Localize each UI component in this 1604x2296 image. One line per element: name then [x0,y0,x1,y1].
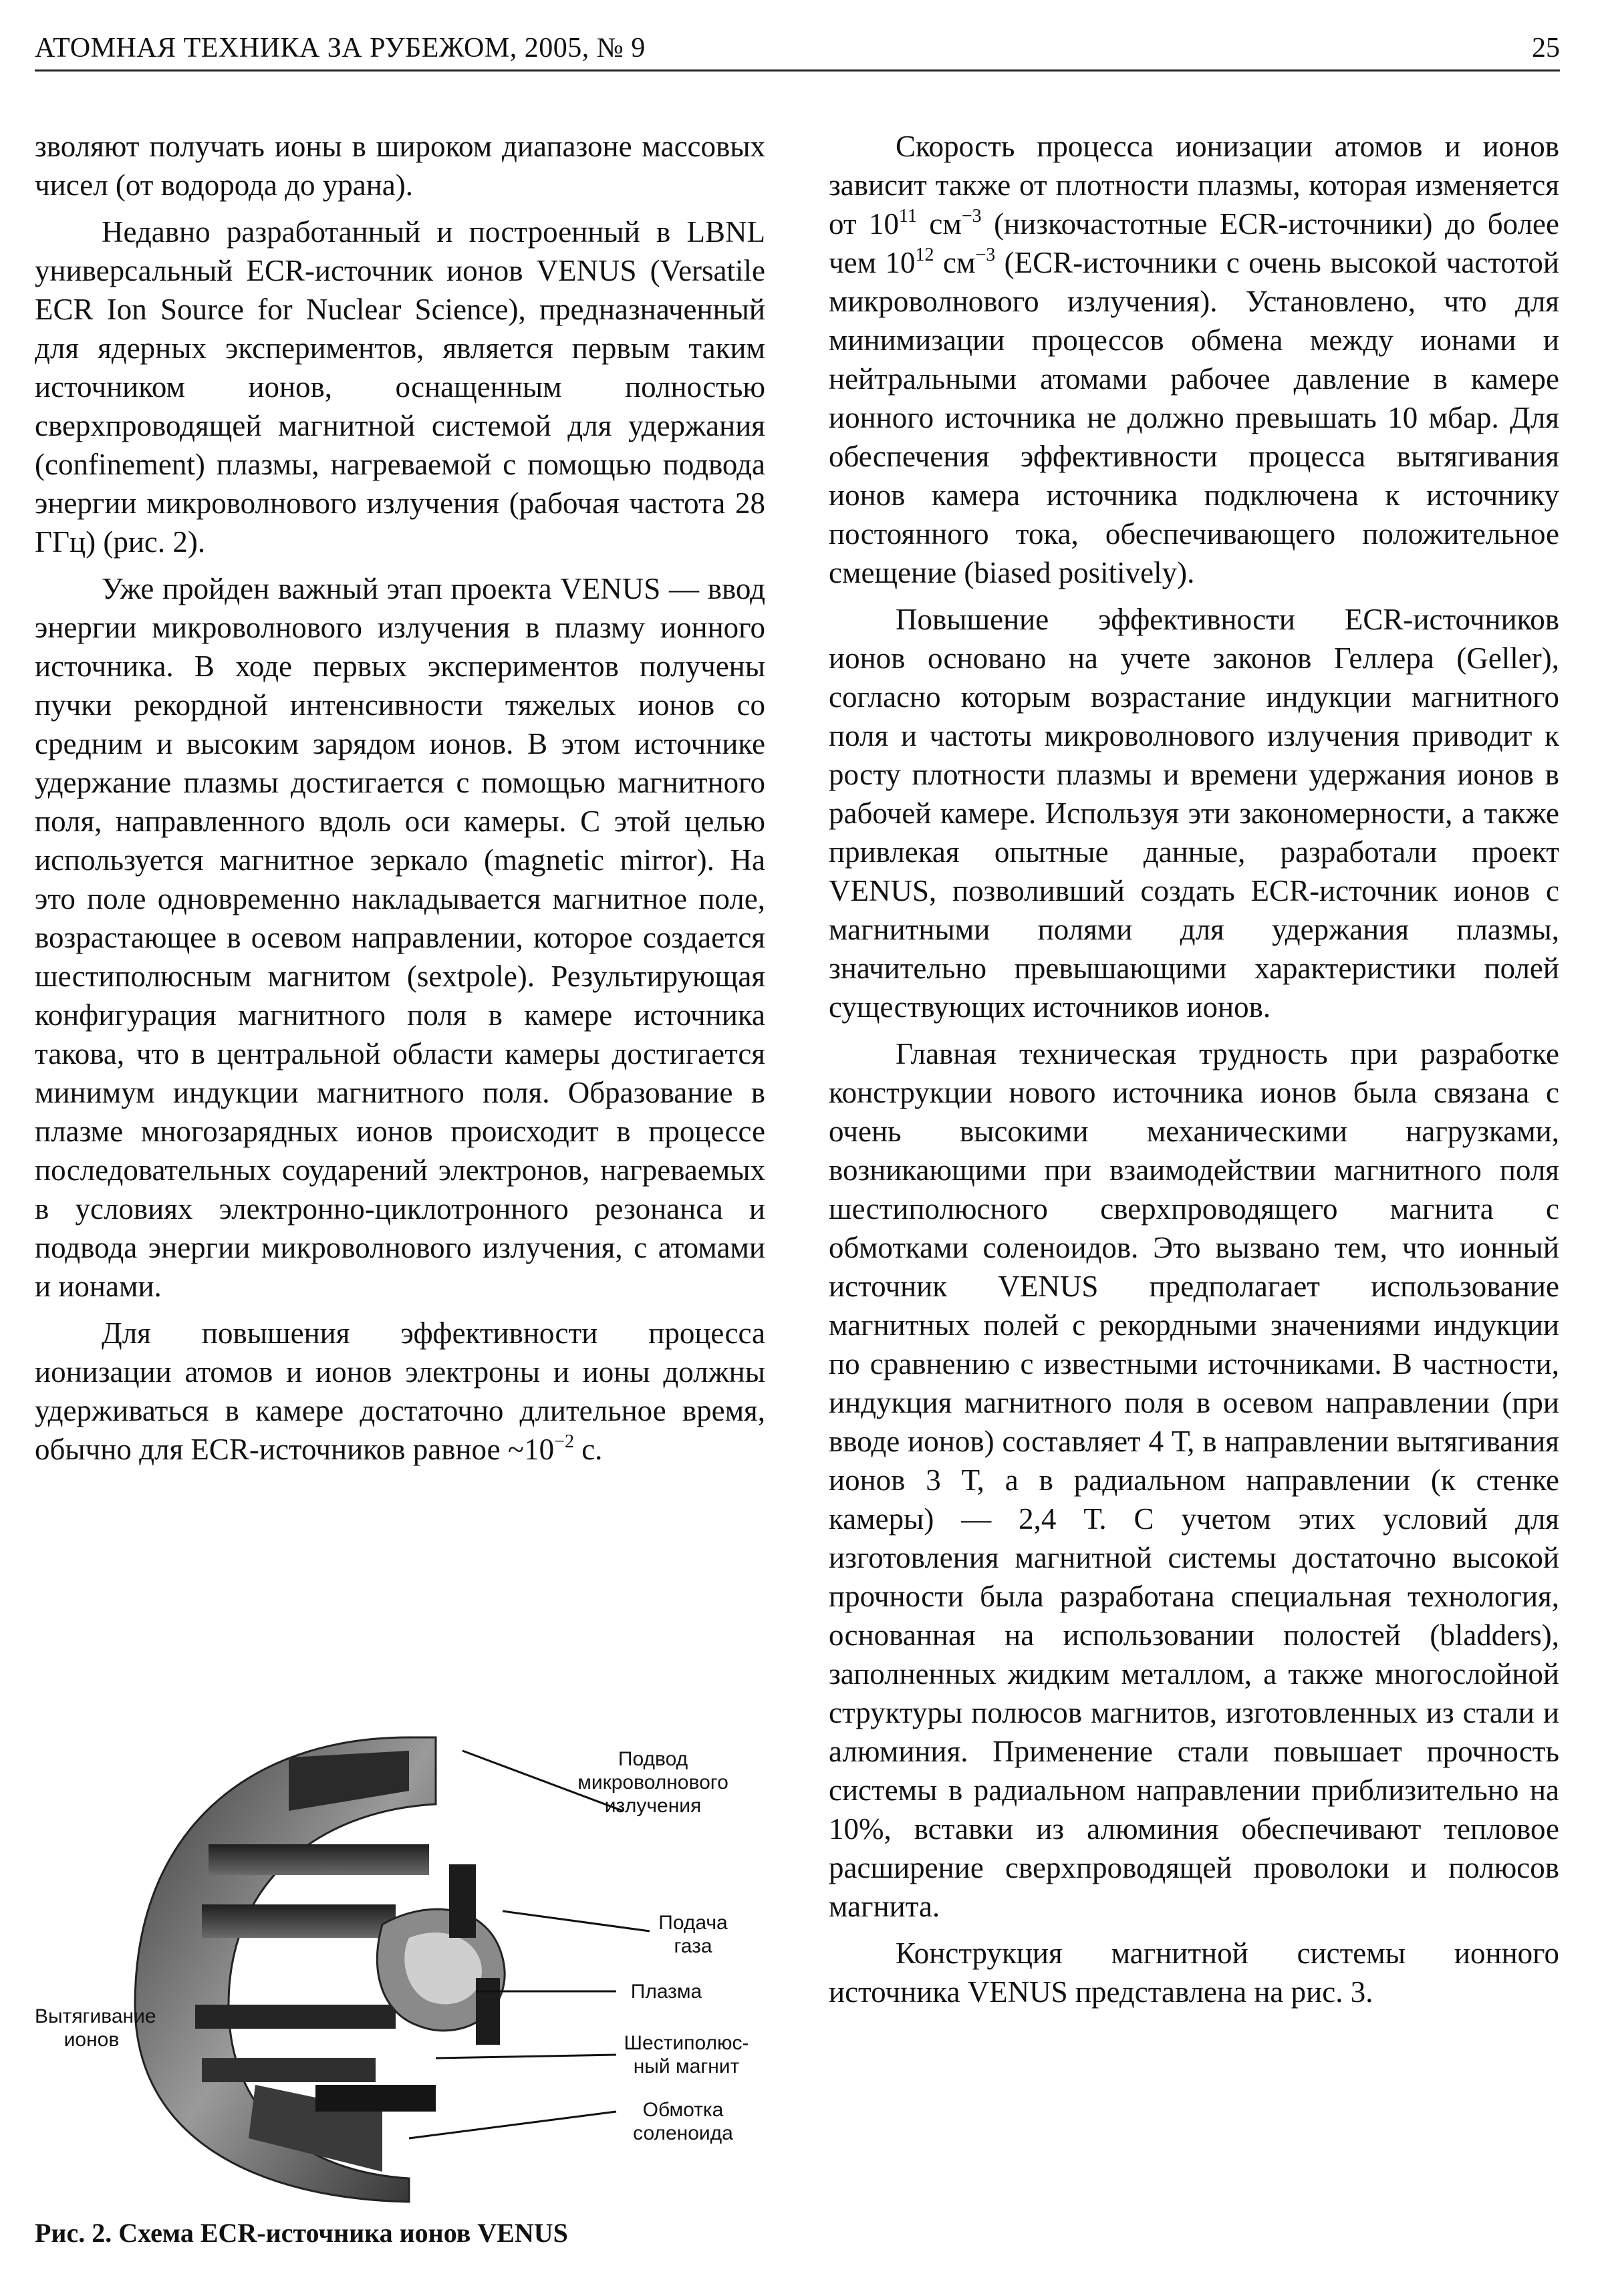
paragraph: Недавно разработанный и построенный в LBNL универсальный ECR-источник ионов VENUS (Versatile ECR Ion Source for Nuclear Science), предназначенный для ядерных экспериментов, является первым таким источником ионов, оснащенным полностью сверхпроводящей магнитной системой для удержания (confinement) плазмы, нагреваемой с помощью подвода энергии микроволнового излучения (рабочая частота 28 ГГц) (рис. 2). [35,215,765,559]
figure-venus-schematic [35,1711,770,2218]
exponent: −3 [961,206,982,227]
label-solenoid-coil: Обмотка соленоида [633,2099,733,2144]
label-gas-feed: Подача газа [658,1912,728,1957]
left-column [35,127,765,1477]
label-ion-extraction: Вытягивание ионов [35,2005,156,2051]
exponent: 11 [899,206,917,227]
paragraph: Конструкция магнитной системы ионного источника VENUS представлена на рис. 3. [829,1936,1559,2009]
figure-caption: Рис. 2. Схема ECR-источника ионов VENUS [35,2218,568,2248]
label-microwave-input: Подвод микроволнового излучения [577,1748,728,1817]
sextupole-bar [195,2005,396,2029]
coil-block [315,2085,436,2112]
leader-line [503,1911,650,1931]
paragraph [35,1314,765,1469]
exponent: −3 [975,245,996,265]
text-run: с. [573,1433,603,1466]
sextupole-bar [209,1844,429,1875]
running-header [35,32,1560,71]
journal-title: АТОМНАЯ ТЕХНИКА ЗА РУБЕЖОМ, 2005, № 9 [35,33,646,63]
sextupole-bar [202,1904,396,1938]
text-run: см [916,207,962,241]
label-plasma: Плазма [630,1981,702,2003]
exponent: −2 [554,1431,574,1452]
text-run: Для повышения эффективности процесса ионизации атомов и ионов электроны и ионы должны удерживаться в камере достаточно длительное время, обычно для ECR-источников равное ~10 [35,1316,765,1466]
text-run: (низкочастотные ECR-источники) до более чем 10 [829,207,1559,279]
label-sextupole-magnet: Шестиполюс-ный магнит [624,2032,749,2077]
leader-line [436,2055,616,2058]
text-run: (ECR-источники с очень высокой частотой микроволнового излучения). Установлено, что для минимизации процессов обмена между ионами и нейтральными атомами рабочее давление в камере ионного источника не должно превышать 10 мбар. Для обеспечения эффективности процесса вытягивания ионов камера источника подключена к источнику постоянного тока, обеспечивающего положительное смещение (biased positively). [829,246,1559,589]
paragraph: Главная техническая трудность при разработке конструкции нового источника ионов была связана с очень высокими механическими нагрузками, возникающими при взаимодействии магнитного поля шестиполюсного сверхпроводящего магнита с обмотками соленоидов. Это вызвано тем, что ионный источник VENUS предполагает использование магнитных полей с рекордными значениями индукции по сравнению с известными источниками. В частности, индукция магнитного поля в осевом направлении (при вводе ионов) составляет 4 Т, в направлении вытягивания ионов 3 Т, а в радиальном направлении (к стенке камеры) — 2,4 Т. С учетом этих условий для изготовления магнитной системы достаточно высокой прочности была разработана специальная технология, основанная на использовании полостей (bladders), заполненных жидким металлом, а также многослойной структуры полюсов магнитов, изготовленных из стали и алюминия. Применение стали повышает прочность системы в радиальном направлении приблизительно на 10%, вставки из алюминия обеспечивают тепловое расширение сверхпроводящей проволоки и полюсов магнита. [829,1037,1559,1923]
end-flange [449,1864,476,1938]
exponent: 12 [915,245,934,265]
paragraph: зволяют получать ионы в широком диапазоне массовых чисел (от водорода до урана). [35,130,765,202]
text-run: см [934,246,976,279]
paragraph [829,127,1559,592]
end-flange [476,1978,500,2045]
page-number: 25 [1532,33,1560,63]
paragraph: Повышение эффективности ECR-источников ионов основано на учете законов Геллера (Geller), согласно которым возрастание индукции магнитного поля и частоты микроволнового излучения приводит к росту плотности плазмы и времени удержания ионов в рабочей камере. Используя эти закономерности, а также привлекая опытные данные, разработали проект VENUS, позволивший создать ECR-источник ионов с магнитными полями для удержания плазмы, значительно превышающими характеристики полей существующих источников ионов. [829,603,1559,1024]
sextupole-bar [202,2058,376,2082]
paragraph: Уже пройден важный этап проекта VENUS — ввод энергии микроволнового излучения в плазму ионного источника. В ходе первых экспериментов получены пучки рекордной интенсивности тяжелых ионов со средним и высоким зарядом ионов. В этом источнике удержание плазмы достигается с помощью магнитного поля, направленного вдоль оси камеры. С этой целью используется магнитное зеркало (magnetic mirror). На это поле одновременно накладывается магнитное поле, возрастающее в осевом направлении, которое создается шестиполюсным магнитом (sextpole). Результирующая конфигурация магнитного поля в камере источника такова, что в центральной области камеры достигается минимум индукции магнитного поля. Образование в плазме многозарядных ионов происходит в процессе последовательных соударений электронов, нагреваемых в условиях электронно-циклотронного резонанса и подвода энергии микроволнового излучения, с атомами и ионами. [35,572,765,1303]
text-run: Скорость процесса ионизации атомов и ионов зависит также от плотности плазмы, которая изменяется от 10 [829,130,1559,241]
leader-line [409,2112,616,2138]
right-column [829,127,1559,2019]
